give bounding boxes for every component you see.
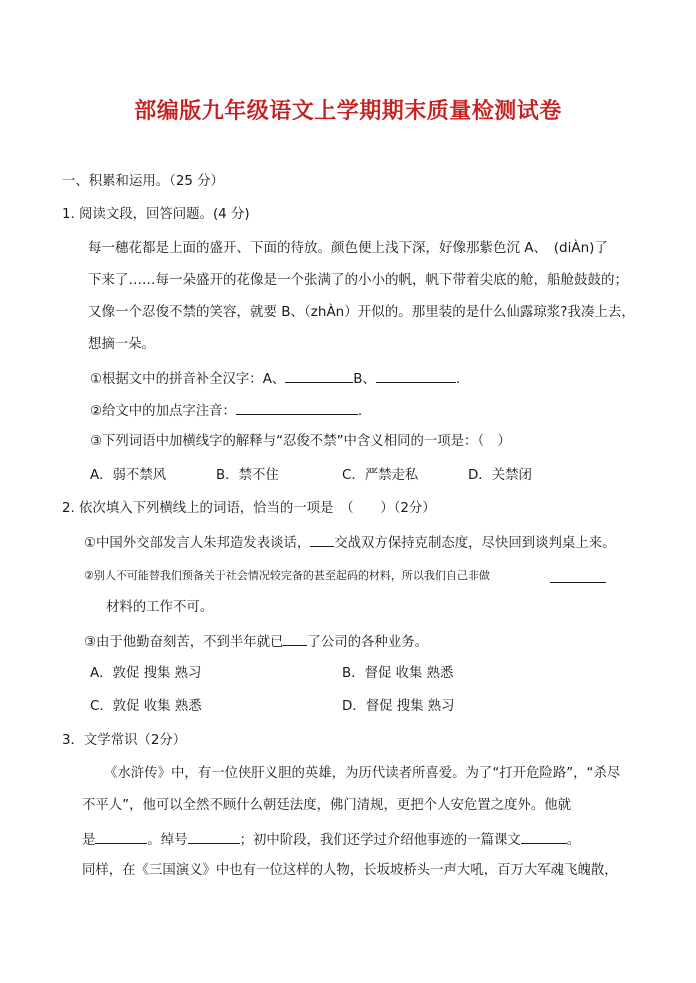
- question-3-line-1: 《水浒传》中，有一位侠肝义胆的英雄，为历代读者所喜爱。为了“打开危险路”，“杀尽: [104, 766, 621, 781]
- answer-blank-name[interactable]: [95, 829, 147, 844]
- question-3-line-2: 不平人”，他可以全然不顾什么朝廷法度，佛门清规，更把个人安危置之度外。他就: [82, 798, 571, 813]
- sentence-3-pre: ③由于他勤奋刻苦，不到半年就已: [84, 635, 284, 650]
- q2-option-d[interactable]: D．督促 搜集 熟习: [342, 699, 455, 714]
- q1-option-a[interactable]: A．弱不禁风: [90, 468, 167, 483]
- question-1-sub-1: [90, 368, 460, 390]
- question-1-stem: 1. 阅读文段，回答问题。(4 分): [62, 207, 250, 222]
- answer-blank-lesson[interactable]: [521, 829, 567, 844]
- passage-line-2: 下来了……每一朵盛开的花像是一个张满了的小小的帆，帆下带着尖底的舱，船舱鼓鼓的；: [88, 272, 628, 288]
- question-3-line-3: [82, 829, 580, 851]
- line-3-a: 是: [82, 833, 96, 848]
- sentence-3-post: 了公司的各种业务。: [307, 635, 428, 650]
- question-2-sentence-3: [84, 631, 428, 653]
- answer-blank-b[interactable]: [376, 368, 456, 383]
- question-3-line-4: 同样，在《三国演义》中也有一位这样的人物，长坂坡桥头一声大吼，百万大军魂飞魄散，: [82, 863, 618, 878]
- sub1-mid: B、: [353, 372, 376, 387]
- question-1-sub-2: [90, 400, 362, 422]
- q1-option-d[interactable]: D．关禁闭: [468, 468, 532, 483]
- answer-blank-pinyin[interactable]: [236, 400, 358, 415]
- question-1-sub-3: ③下列词语中加横线字的解释与“忍俊不禁”中含义相同的一项是：（ ）: [90, 434, 511, 449]
- sub1-end: .: [455, 372, 461, 387]
- question-3-stem: 3．文学常识（2分）: [62, 733, 187, 748]
- sentence-1-post: 交战双方保持克制态度，尽快回到谈判桌上来。: [334, 536, 616, 551]
- answer-blank-2[interactable]: [550, 568, 606, 583]
- answer-blank-1[interactable]: [310, 532, 334, 547]
- question-2-sentence-1: [84, 532, 615, 554]
- passage-line-4: 想摘一朵。: [88, 337, 155, 352]
- sub2-end: .: [357, 404, 363, 419]
- line-3-b: 。绰号: [147, 833, 188, 848]
- q1-option-c[interactable]: C．严禁走私: [342, 468, 419, 483]
- q2-option-b[interactable]: B．督促 收集 熟悉: [342, 666, 454, 681]
- line-3-d: 。: [566, 833, 581, 848]
- question-2-stem: 2. 依次填入下列横线上的词语，恰当的一项是 （ ）（2分）: [62, 501, 436, 516]
- sentence-1-pre: ①中国外交部发言人朱邦造发表谈话，: [84, 536, 311, 551]
- answer-blank-nickname[interactable]: [188, 829, 240, 844]
- sub1-prefix: ①根据文中的拼音补全汉字：A、: [90, 372, 286, 387]
- q2-option-a[interactable]: A．敦促 搜集 熟习: [90, 666, 202, 681]
- answer-blank-a[interactable]: [285, 368, 353, 383]
- passage-line-3: 又像一个忍俊不禁的笑容，就要 B、（zhÀn）开似的。那里装的是什么仙露琼浆?我凑上去，: [88, 304, 635, 320]
- q2-option-c[interactable]: C．敦促 收集 熟悉: [90, 699, 202, 714]
- line-3-c: ；初中阶段，我们还学过介绍他事迹的一篇课文: [239, 833, 521, 848]
- sentence-2-pre: ②别人不可能替我们预备关于社会情况较完备的甚至起码的材料，所以我们自己非做: [84, 569, 490, 582]
- question-2-sentence-2: [84, 566, 490, 586]
- question-2-sentence-2-cont: 材料的工作不可。: [106, 600, 214, 615]
- q1-option-b[interactable]: B．禁不住: [216, 468, 279, 483]
- section-heading: 一、积累和运用。（25 分）: [62, 174, 224, 189]
- page-title: 部编版九年级语文上学期期末质量检测试卷: [134, 98, 562, 124]
- sub2-prefix: ②给文中的加点字注音：: [90, 404, 236, 419]
- passage-line-1: 每一穗花都是上面的盛开、下面的待放。颜色便上浅下深，好像那紫色沉 A、 (diÀn)了: [88, 240, 608, 256]
- answer-blank-3[interactable]: [283, 631, 307, 646]
